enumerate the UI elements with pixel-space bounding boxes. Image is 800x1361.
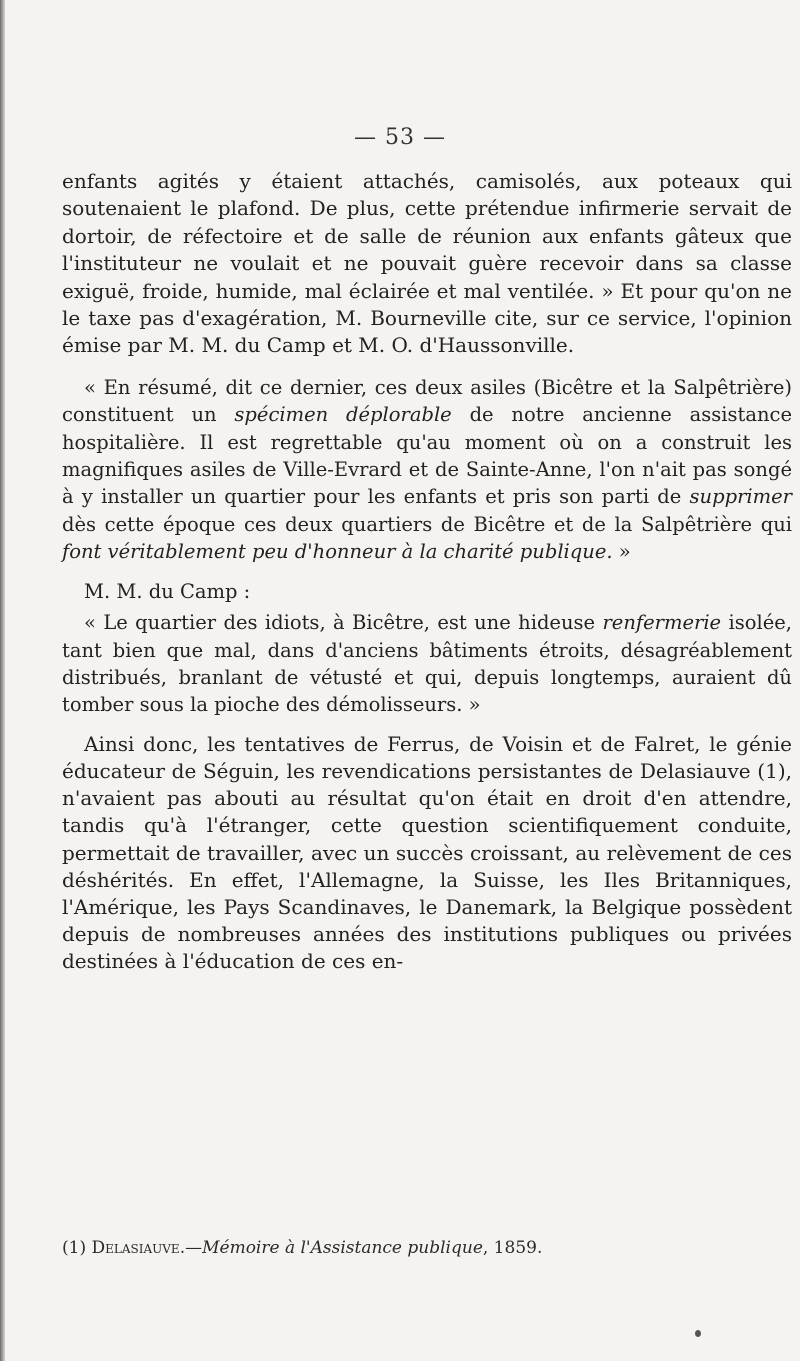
paragraph-2-emphasis-specimen: spécimen déplorable <box>234 403 452 427</box>
footnote-title: Mémoire à l'Assistance publique <box>202 1238 483 1258</box>
paragraph-2 <box>62 374 792 566</box>
paragraph-4-emphasis-renfermerie: renfermerie <box>602 611 722 635</box>
paragraph-1: enfants agités y étaient attachés, camisolés, aux poteaux qui soutenaient le plafond. De plus, cette prétendue infirmerie servait de dortoir, de réfectoire et de salle de réunion aux enfants gâteux que l'instituteur ne voulait et ne pouvait guère recevoir dans sa classe exiguë, froide, humide, mal éclairée et mal ventilée. » Et pour qu'on ne le taxe pas d'exagération, M. Bourneville cite, sur ce service, l'opinion émise par M. M. du Camp et M. O. d'Haussonville. <box>62 169 792 358</box>
paragraph-2-emphasis-supprimer: supprimer <box>689 485 792 509</box>
body-text <box>62 168 792 976</box>
footnote-year: , 1859. <box>482 1238 543 1258</box>
footnote-dash: .— <box>179 1238 203 1258</box>
paragraph-2-part-e: dès cette époque ces deux quartiers de Bicêtre et de la Salpêtrière qui <box>62 512 792 536</box>
footnote <box>62 1238 792 1258</box>
paragraph-4-part-a: « Le quartier des idiots, à Bicêtre, est une hideuse <box>84 611 603 635</box>
page-number: — 53 — <box>354 125 446 150</box>
page-edge <box>0 0 5 1361</box>
paragraph-4 <box>62 609 792 719</box>
footnote-author: Delasiauve <box>91 1238 180 1258</box>
paragraph-3: M. M. du Camp : <box>84 579 251 603</box>
paragraph-2-part-a: « En résumé, dit ce dernier, ces deux asiles (Bicêtre et la Salpêtrière) constituent un <box>62 375 792 427</box>
paragraph-2-part-g: » <box>612 540 631 564</box>
paragraph-5: Ainsi donc, les tentatives de Ferrus, de Voisin et de Falret, le génie éducateur de Séguin, les revendications persistantes de Delasiauve (1), n'avaient pas abouti au résultat qu'on était en droit d'en attendre, tandis qu'à l'étranger, cette question scientifiquement conduite, permettait de travailler, avec un succès croissant, au relèvement de ces déshérités. En effet, l'Allemagne, la Suisse, les Iles Britanniques, l'Amérique, les Pays Scandinaves, le Danemark, la Belgique possèdent depuis de nombreuses années des institutions publiques ou privées destinées à l'éducation de ces en- <box>62 731 792 974</box>
paragraph-2-part-c: de notre ancienne assistance hospitalière. Il est regrettable qu'au moment où on a construit les magnifiques asiles de Ville-Evrard et de Sainte-Anne, l'on n'ait pas songé à y installer un quartier pour les enfants et pris son parti de <box>62 403 792 509</box>
paragraph-4-part-c: isolée, tant bien que mal, dans d'anciens bâtiments étroits, désagréablement distribués, branlant de vétusté et qui, depuis longtemps, auraient dû tomber sous la pioche des démolisseurs. » <box>62 611 792 717</box>
ink-speck <box>695 1330 701 1337</box>
paragraph-2-emphasis-charite: font véritablement peu d'honneur à la charité publique. <box>62 540 613 564</box>
footnote-number: (1) <box>62 1238 87 1258</box>
